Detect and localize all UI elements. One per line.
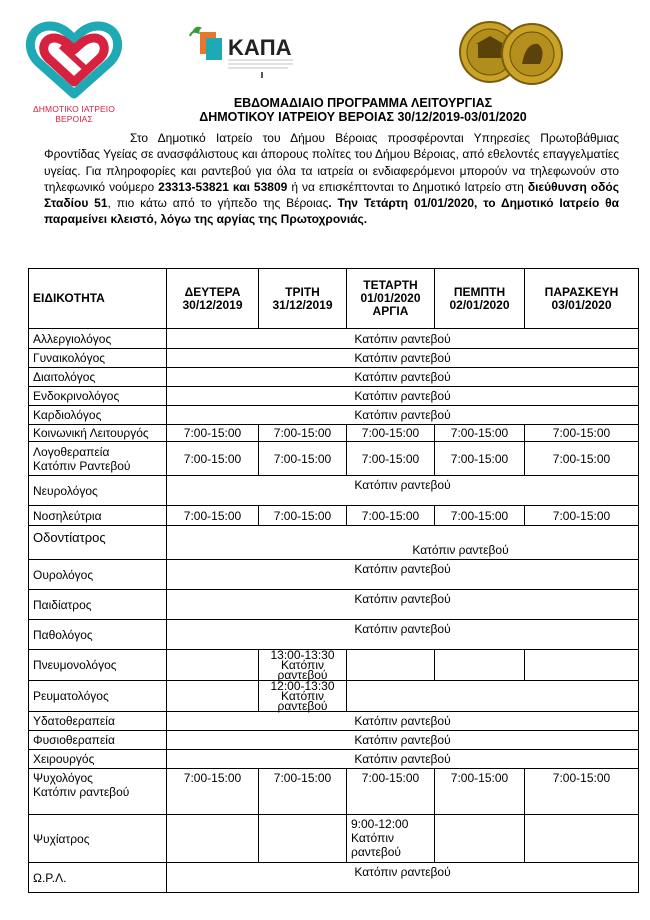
appointment-cell: Κατόπιν ραντεβού [167,476,639,506]
specialty-name: Ψυχίατρος [29,815,167,863]
specialty-name: Πνευμονολόγος [29,650,167,681]
table-row [29,526,639,560]
table-row [29,406,639,425]
table-row [29,590,639,620]
title-line-2: ΔΗΜΟΤΙΚΟΥ ΙΑΤΡΕΙΟΥ ΒΕΡΟΙΑΣ 30/12/2019-03/01/2020 [199,110,527,124]
specialty-name: Χειρουργός [29,750,167,769]
hours-cell: 7:00-15:00 [347,506,435,526]
hours-cell: 7:00-15:00 [525,425,639,442]
empty-cell [167,650,259,681]
table-row [29,681,639,712]
appointment-cell: Κατόπιν ραντεβού [167,406,639,425]
appointment-cell: Κατόπιν ραντεβού [167,526,639,560]
slot-cell: 13:00-13:30 Κατόπιν ραντεβού [259,650,347,681]
empty-cell [525,650,639,681]
empty-cell [167,681,259,712]
table-row [29,731,639,750]
slot-cell: 12:00-13:30 Κατόπιν ραντεβού [259,681,347,712]
hours-cell: 7:00-15:00 [435,442,525,476]
hours-cell: 7:00-15:00 [347,442,435,476]
table-row [29,387,639,406]
specialty-name: Ψυχολόγος Κατόπιν ραντεβού [29,769,167,815]
hours-cell: 7:00-15:00 [435,769,525,815]
specialty-name: Ω.Ρ.Λ. [29,863,167,893]
kapa-logo [188,22,298,82]
slot-cell: 9:00-12:00 Κατόπιν ραντεβού [347,815,435,863]
logo-caption: ΔΗΜΟΤΙΚΟ ΙΑΤΡΕΙΟ ΒΕΡΟΙΑΣ [33,104,115,124]
specialty-name: Παιδίατρος [29,590,167,620]
table-row [29,863,639,893]
table-row [29,712,639,731]
table-row [29,442,639,476]
appointment-cell: Κατόπιν ραντεβού [167,863,639,893]
appointment-cell: Κατόπιν ραντεβού [167,329,639,349]
table-row [29,650,639,681]
specialty-name: Νευρολόγος [29,476,167,506]
empty-cell [435,650,525,681]
hours-cell: 7:00-15:00 [347,769,435,815]
hours-cell: 7:00-15:00 [259,442,347,476]
header-day-friday: ΠΑΡΑΣΚΕΥΗ 03/01/2020 [525,269,639,329]
specialty-name: Κοινωνική Λειτουργός [29,425,167,442]
empty-cell [435,815,525,863]
appointment-cell: Κατόπιν ραντεβού [167,560,639,590]
specialty-name: Ουρολόγος [29,560,167,590]
intro-text-1: Στο Δημοτικό Ιατρείο του Δήμου Βέροιας προσφέρονται Υπηρεσίες Πρωτοβάθμιας Φροντίδας Υγείας σε ανασφάλιστους και άπορους πολίτες του Δήμου Βέροιας, από εθελοντές επαγγελματίες υγείας. Για πληροφορίες και ραντεβού για όλα τα ιατρεία οι ενδιαφερόμενοι μπορούν να τηλεφωνούν στο τηλεφωνικό νούμερο [44,131,619,194]
hours-cell: 7:00-15:00 [525,442,639,476]
closure-notice: . Την Τετάρτη 01/01/2020, το Δημοτικό Ιατρείο θα παραμείνει κλειστό, λόγω της αργίας της Πρωτοχρονιάς. [44,196,619,227]
hours-cell: 7:00-15:00 [259,506,347,526]
table-row [29,560,639,590]
kapa-logo-text: ΚΑΠΑ [228,35,292,60]
appointment-cell: Κατόπιν ραντεβού [167,620,639,650]
specialty-name: Καρδιολόγος [29,406,167,425]
schedule-table [28,268,639,893]
empty-cell [525,815,639,863]
intro-paragraph [44,130,619,228]
empty-cell [347,650,435,681]
specialty-name: Φυσιοθεραπεία [29,731,167,750]
table-row [29,506,639,526]
table-header-row [29,269,639,329]
hours-cell: 7:00-15:00 [167,442,259,476]
header-day-wednesday: ΤΕΤΑΡΤΗ 01/01/2020 ΑΡΓΙΑ [347,269,435,329]
hours-cell: 7:00-15:00 [167,769,259,815]
header-day-thursday: ΠΕΜΠΤΗ 02/01/2020 [435,269,525,329]
header-day-monday: ΔΕΥΤΕΡΑ 30/12/2019 [167,269,259,329]
specialty-name: Παθολόγος [29,620,167,650]
table-row [29,329,639,349]
hours-cell: 7:00-15:00 [435,425,525,442]
table-row [29,750,639,769]
intro-text-2: ή να επισκέπτονται το Δημοτικό Ιατρείο στη [287,179,528,194]
hours-cell: 7:00-15:00 [525,506,639,526]
empty-cell [167,815,259,863]
phone-numbers: 23313-53821 και 53809 [158,179,288,194]
table-row [29,368,639,387]
table-row [29,769,639,815]
header-day-tuesday: ΤΡΙΤΗ 31/12/2019 [259,269,347,329]
address: διεύθυνση οδός Σταδίου 51 [44,179,619,211]
hours-cell: 7:00-15:00 [259,425,347,442]
hours-cell: 7:00-15:00 [435,506,525,526]
intro-text-3: , πιο κάτω από το γήπεδο της Βέροιας [107,196,329,211]
specialty-name: Ενδοκρινολόγος [29,387,167,406]
header-specialty: ΕΙΔΙΚΟΤΗΤΑ [29,269,167,329]
table-row [29,425,639,442]
table-row [29,620,639,650]
specialty-name: Διαιτολόγος [29,368,167,387]
specialty-name: Νοσηλεύτρια [29,506,167,526]
specialty-name: Ρευματολόγος [29,681,167,712]
empty-cell [347,681,639,712]
appointment-cell: Κατόπιν ραντεβού [167,750,639,769]
appointment-cell: Κατόπιν ραντεβού [167,387,639,406]
municipality-seal-logo [456,14,566,94]
specialty-name: Γυναικολόγος [29,349,167,368]
specialty-name: Αλλεργιολόγος [29,329,167,349]
hours-cell: 7:00-15:00 [525,769,639,815]
appointment-cell: Κατόπιν ραντεβού [167,349,639,368]
title-line-1: ΕΒΔΟΜΑΔΙΑΙΟ ΠΡΟΓΡΑΜΜΑ ΛΕΙΤΟΥΡΓΙΑΣ [233,96,493,110]
specialty-name: Υδατοθεραπεία [29,712,167,731]
appointment-cell: Κατόπιν ραντεβού [167,712,639,731]
table-row [29,815,639,863]
specialty-name: Οδοντίατρος [29,526,167,560]
appointment-cell: Κατόπιν ραντεβού [167,368,639,387]
hours-cell: 7:00-15:00 [167,506,259,526]
table-row [29,476,639,506]
specialty-name: Λογοθεραπεία Κατόπιν Ραντεβού [29,442,167,476]
hours-cell: 7:00-15:00 [347,425,435,442]
table-row [29,349,639,368]
empty-cell [259,815,347,863]
appointment-cell: Κατόπιν ραντεβού [167,590,639,620]
hours-cell: 7:00-15:00 [167,425,259,442]
hours-cell: 7:00-15:00 [259,769,347,815]
appointment-cell: Κατόπιν ραντεβού [167,731,639,750]
